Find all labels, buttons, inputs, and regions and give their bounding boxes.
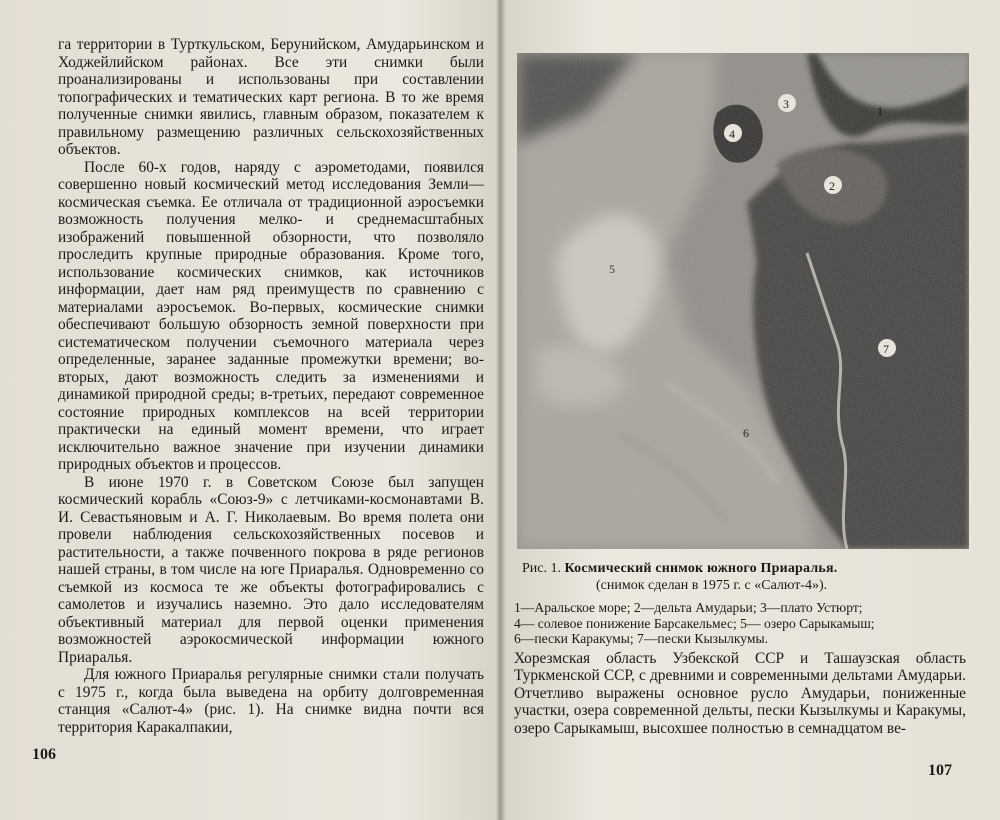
marker-label: 5 xyxy=(609,262,615,276)
marker-label: 2 xyxy=(829,179,835,193)
marker-4 xyxy=(724,124,742,142)
marker-3 xyxy=(778,94,796,112)
figure-legend xyxy=(514,600,966,647)
marker-2 xyxy=(824,176,842,194)
marker-1 xyxy=(877,104,883,118)
caption-subtitle: (снимок сделан в 1975 г. с «Салют-4»). xyxy=(596,578,828,593)
marker-label: 7 xyxy=(883,342,889,356)
marker-label: 3 xyxy=(783,97,789,111)
figure-caption xyxy=(522,560,962,600)
marker-6 xyxy=(743,426,749,440)
page-number: 107 xyxy=(928,762,952,779)
legend-line: 4— солевое понижение Барсакельмес; 5— озеро Сарыкамыш; xyxy=(514,615,875,631)
paragraph: га территории в Турткульском, Берунийском, Амударьинском и Ходжейлийском районах. Все эти снимки были проанализированы и использованы при составлении топографических и тематических карт региона. В то же время полученные снимки явились, главным образом, показателем к правильному размещению различных сельскохозяйственных объектов. xyxy=(58,36,484,158)
marker-5 xyxy=(609,262,615,276)
right-text-column xyxy=(514,650,966,737)
caption-title: Космический снимок южного Приаралья. xyxy=(564,561,838,576)
satellite-image xyxy=(517,53,969,549)
right-page xyxy=(500,0,1000,820)
paragraph: Для южного Приаралья регулярные снимки стали получать с 1975 г., когда была выведена на орбиту долговременная станция «Салют-4» (рис. 1). На снимке видна почти вся территория Каракалпакии, xyxy=(58,666,484,736)
legend-line: 6—пески Каракумы; 7—пески Кызылкумы. xyxy=(514,631,769,646)
left-text-column xyxy=(58,36,484,736)
marker-label: 6 xyxy=(743,426,749,440)
paragraph: В июне 1970 г. в Советском Союзе был запущен космический корабль «Союз-9» с летчиками-космонавтами В. И. Севастьяновым и А. Г. Николаевым. Во время полета они провели наблюдения сельскохозяйственных посевов и растительности, а также почвенного покрова в ряде регионов нашей страны, в том числе на юге Приаралья. Одновременно со съемкой из космоса те же объекты фотографировались с самолетов и изучались наземно. Это дало исследователям объективный материал для первой оценки применения возможностей аэрокосмической информации южного Приаралья. xyxy=(58,473,484,666)
legend-line: 1—Аральское море; 2—дельта Амударьи; 3—плато Устюрт; xyxy=(514,600,863,615)
paragraph: После 60-х годов, наряду с аэрометодами, появился совершенно новый космический метод исследования Земли—космическая съемка. Ее отличала от традиционной аэросъемки возможность получения мелко- и среднемасштабных изображений повышенной обзорности, что позволяло проследить крупные природные образования. Кроме того, использование космических снимков, как источников информации, дает нам ряд преимуществ по сравнению с материалами аэросъемок. Во-первых, космические снимки обеспечивают большую обзорность земной поверхности при систематическом получении съемочного материала через определенные, заранее заданные промежутки времени; во-вторых, дают возможность следить за изменениями и динамикой природной среды; в-третьих, передают современное состояние природных комплексов на всей территории практически на единый момент времени, что играет исключительно важное значение при изучении динамики природных объектов и процессов. xyxy=(58,158,484,473)
paragraph: Хорезмская область Узбекской ССР и Ташаузская область Туркменской ССР, с древними и современными дельтами Амударьи. Отчетливо выражены основное русло Амударьи, пониженные участки, озера современной дельты, пески Кызылкумы и Каракумы, озеро Сарыкамыш, высохшее полностью в семнадцатом ве- xyxy=(514,650,966,737)
satellite-photo-svg xyxy=(517,53,969,549)
marker-label: 4 xyxy=(729,127,735,141)
marker-label: 1 xyxy=(877,104,883,118)
page-number: 106 xyxy=(32,746,56,763)
marker-7 xyxy=(878,339,896,357)
caption-prefix: Рис. 1. xyxy=(522,561,561,576)
